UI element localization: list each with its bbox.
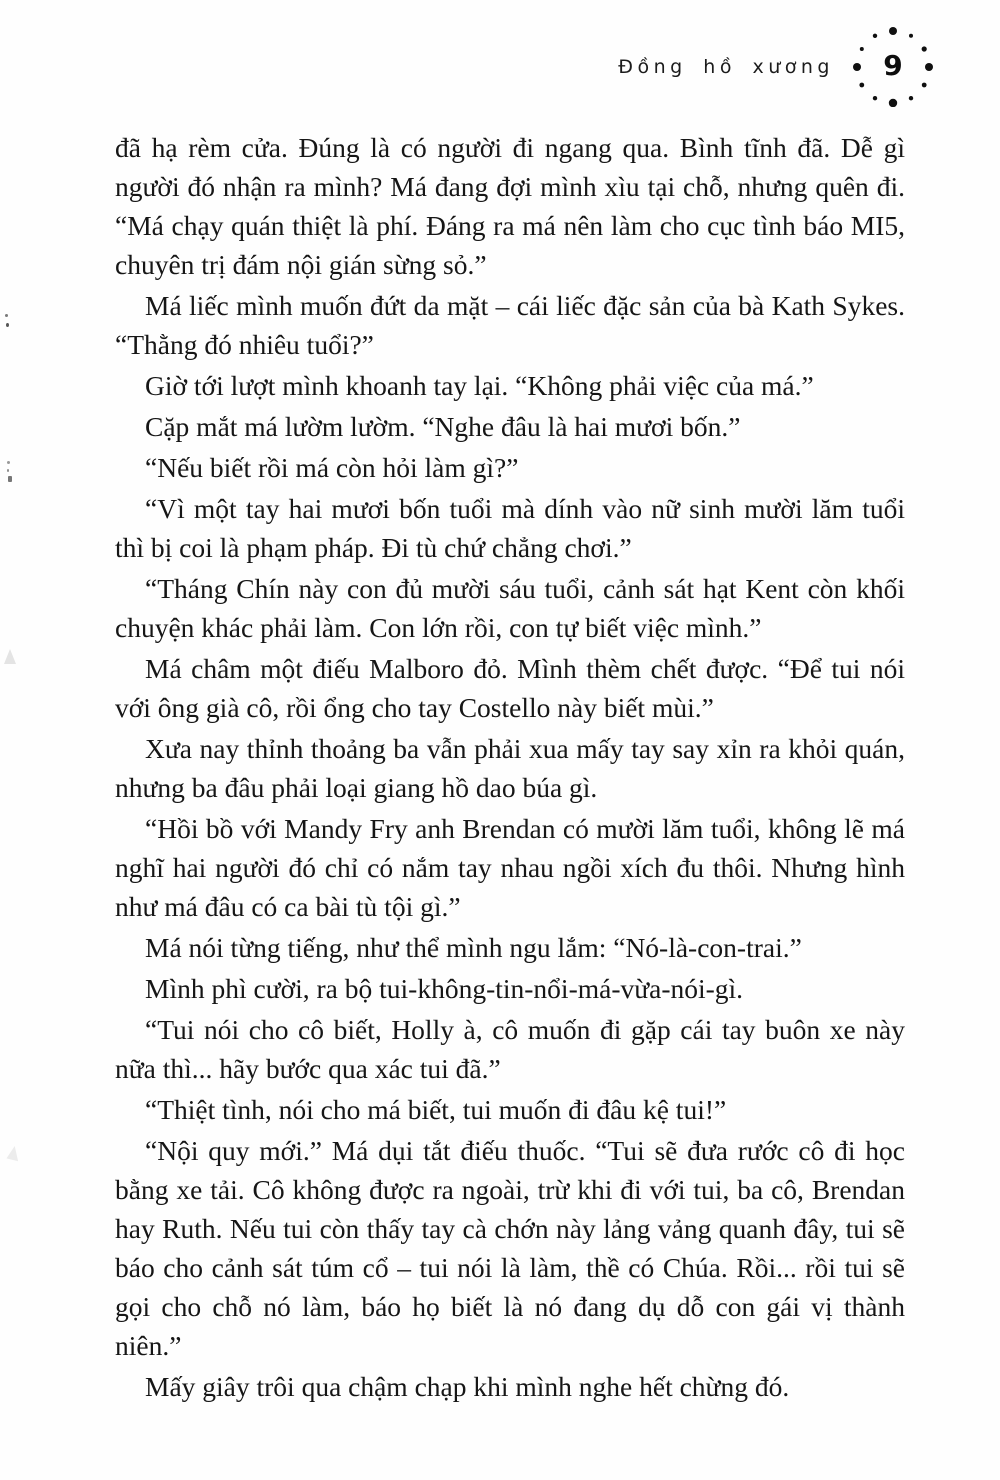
scan-artifact — [6, 323, 9, 327]
scan-artifact — [4, 649, 16, 664]
paragraph: Má nói từng tiếng, như thể mình ngu lắm: “Nó-là-con-trai.” — [145, 932, 802, 963]
paragraph: Má châm một điếu Malboro đỏ. Mình thèm chết được. “Để tui nói với ông già cô, rồi ổng cho tay Costello này biết mùi.” — [115, 653, 905, 723]
paragraph: Xưa nay thỉnh thoảng ba vẫn phải xua mấy tay say xỉn ra khỏi quán, nhưng ba đâu phải loại giang hồ dao búa gì. — [115, 733, 905, 803]
paragraph: “Thiệt tình, nói cho má biết, tui muốn đi đâu kệ tui!” — [145, 1094, 727, 1125]
paragraph: “Nếu biết rồi má còn hỏi làm gì?” — [145, 452, 519, 483]
page-body — [115, 128, 905, 1408]
paragraph: “Vì một tay hai mươi bốn tuổi mà dính vào nữ sinh mười lăm tuổi thì bị coi là phạm pháp. Đi tù chứ chẳng chơi.” — [115, 493, 905, 563]
paragraph: Giờ tới lượt mình khoanh tay lại. “Không phải việc của má.” — [145, 370, 814, 401]
page-number: 9 — [883, 49, 903, 83]
paragraph: Cặp mắt má lườm lườm. “Nghe đâu là hai mươi bốn.” — [145, 411, 741, 442]
paragraph: “Tui nói cho cô biết, Holly à, cô muốn đi gặp cái tay buôn xe này nữa thì... hãy bước qua xác tui đã.” — [115, 1014, 905, 1084]
paragraph: Má liếc mình muốn đứt da mặt – cái liếc đặc sản của bà Kath Sykes. “Thằng đó nhiêu tuổi?” — [115, 290, 905, 360]
paragraph: đã hạ rèm cửa. Đúng là có người đi ngang qua. Bình tĩnh đã. Dễ gì người đó nhận ra mình? Má đang đợi mình xìu tại chỗ, nhưng quên đi. “Má chạy quán thiệt là phí. Đáng ra má nên làm cho cục tình báo MI5, chuyên trị đám nội gián sừng sỏ.” — [115, 132, 905, 280]
paragraph: Mình phì cười, ra bộ tui-không-tin-nổi-má-vừa-nói-gì. — [145, 973, 744, 1004]
paragraph: Mấy giây trôi qua chậm chạp khi mình nghe hết chừng đó. — [145, 1371, 790, 1402]
paragraph: “Tháng Chín này con đủ mười sáu tuổi, cảnh sát hạt Kent còn khối chuyện khác phải làm. Con lớn rồi, con tự biết việc mình.” — [115, 573, 905, 643]
scan-artifact — [7, 469, 9, 472]
scan-artifact — [8, 476, 12, 482]
scan-artifact — [7, 461, 10, 464]
scan-artifact — [6, 1145, 21, 1161]
paragraph: “Hồi bồ với Mandy Fry anh Brendan có mười lăm tuổi, không lẽ má nghĩ hai người đó chỉ có nắm tay nhau ngồi xích đu thôi. Nhưng hình như má đâu có ca bài tù tội gì.” — [115, 813, 905, 922]
clock-dots-emblem — [853, 27, 933, 107]
scan-artifact — [5, 314, 8, 317]
running-title: Đồng hồ xương — [618, 56, 834, 78]
paragraph: “Nội quy mới.” Má dụi tắt điếu thuốc. “Tui sẽ đưa rước cô đi học bằng xe tải. Cô không được ra ngoài, trừ khi đi với tui, ba cô, Brendan hay Ruth. Nếu tui còn thấy tay cà chớn này lảng vảng quanh đây, tui sẽ báo cho cảnh sát túm cổ – tui nói là làm, thề có Chúa. Rồi... rồi tui sẽ gọi cho chỗ nó làm, báo họ biết là nó đang dụ dỗ con gái vị thành niên.” — [115, 1135, 905, 1361]
